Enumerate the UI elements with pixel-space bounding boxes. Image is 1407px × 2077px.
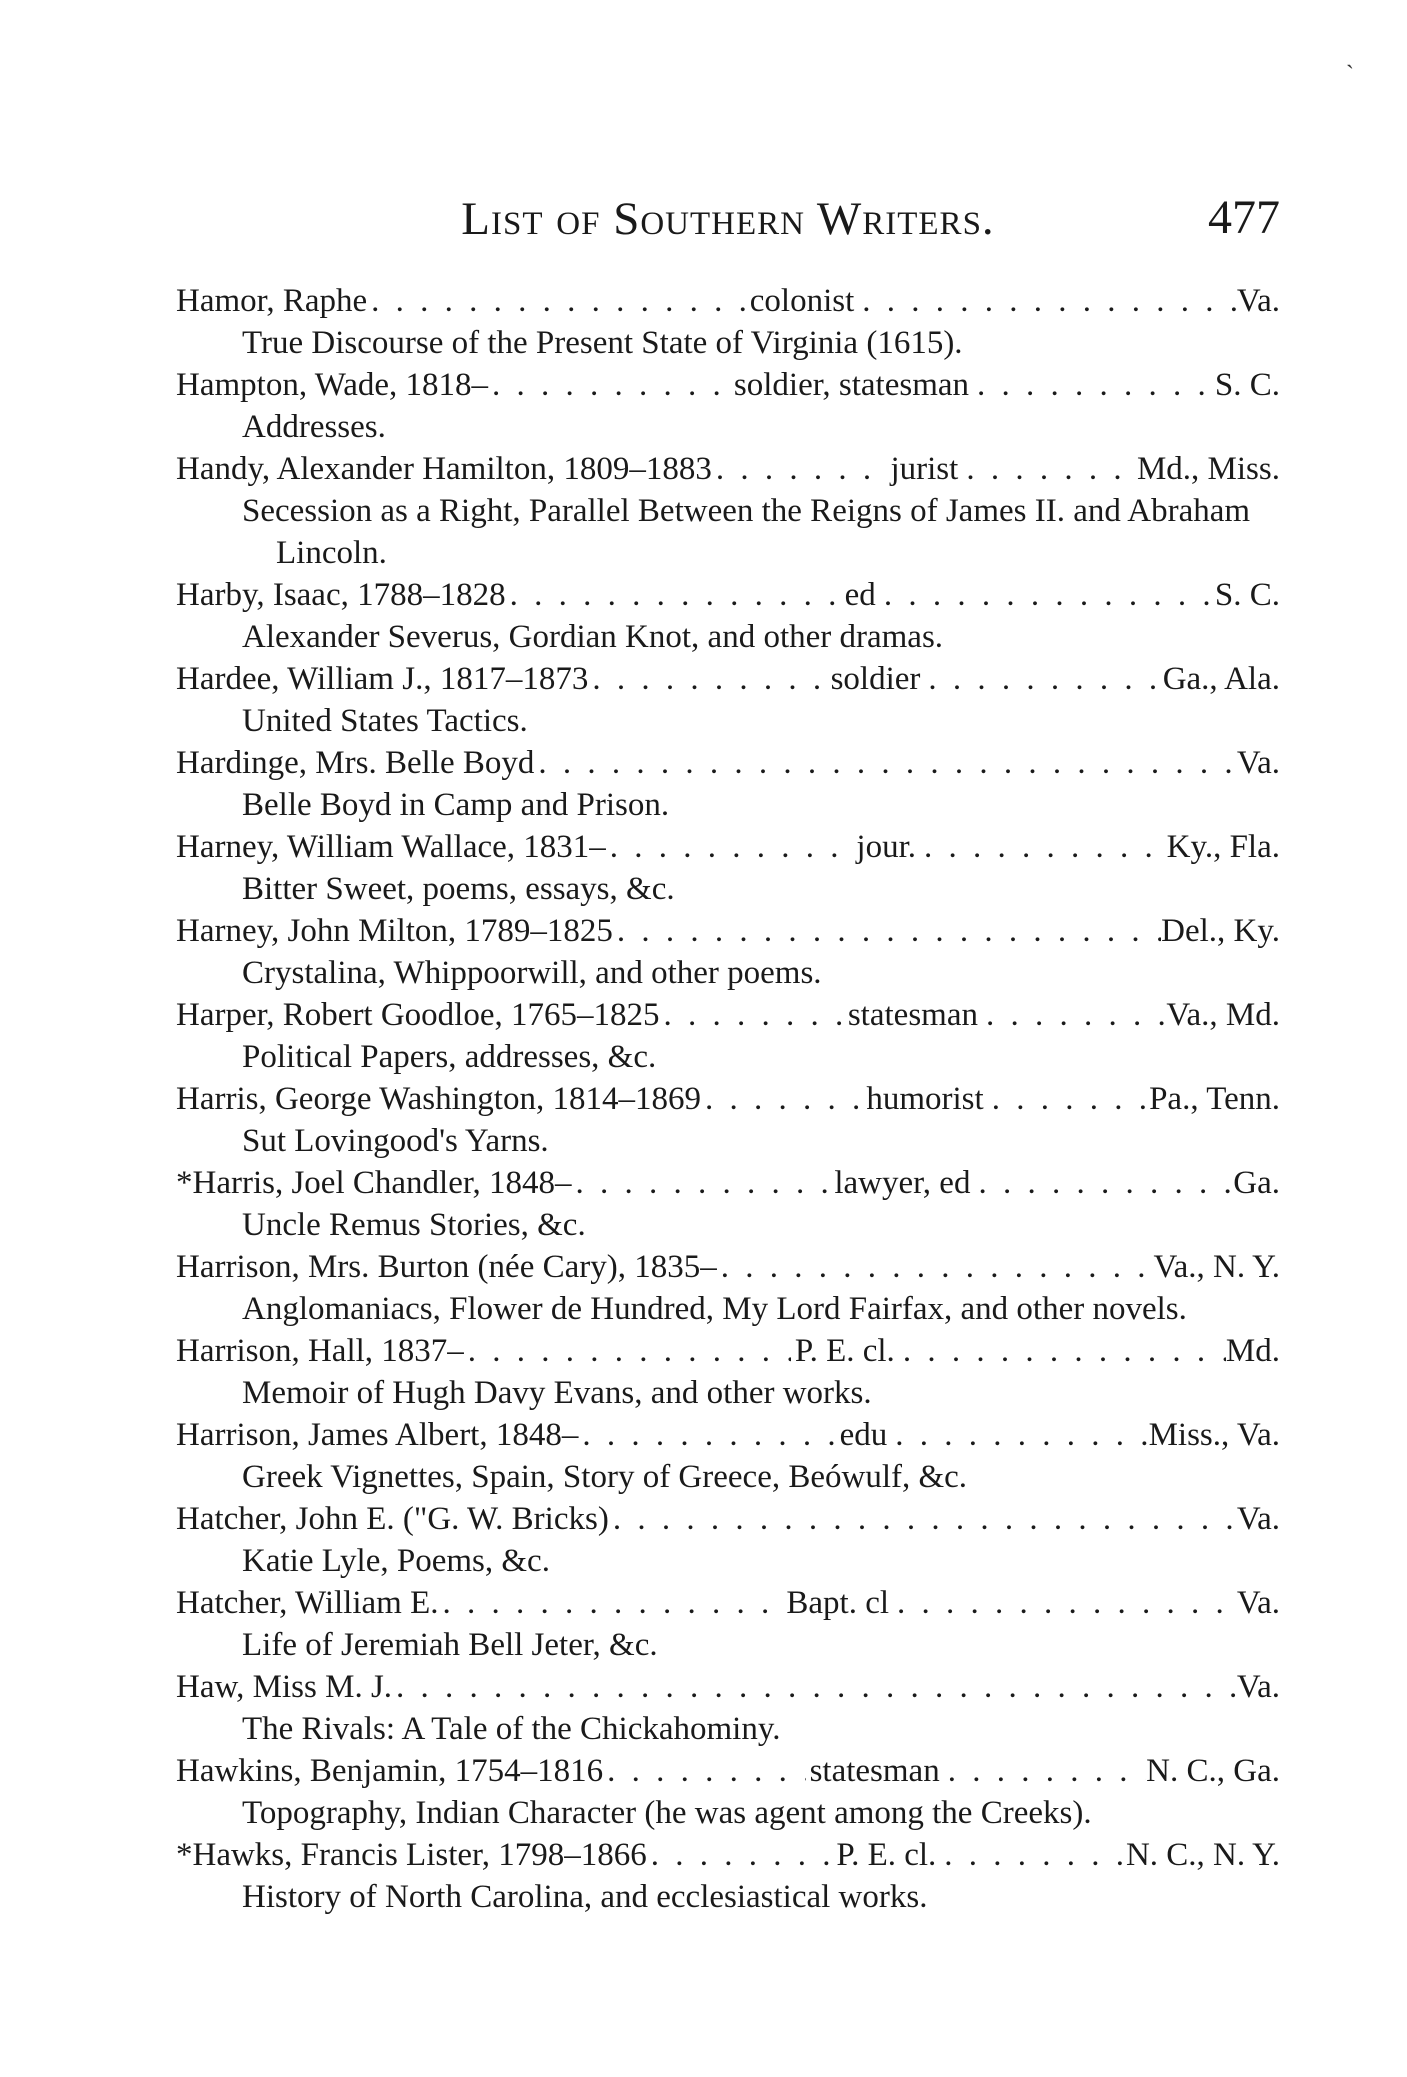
writer-works: Sut Lovingood's Yarns.	[242, 1123, 549, 1159]
leader-dots	[647, 1834, 833, 1876]
writer-place: Miss., Va.	[1148, 1417, 1280, 1453]
writer-entry	[176, 1162, 1280, 1246]
writer-entry	[176, 1834, 1280, 1918]
leader-dots	[973, 364, 1215, 406]
writer-place: Md., Miss.	[1136, 451, 1280, 487]
leader-dots	[982, 994, 1166, 1036]
writer-entry	[176, 826, 1280, 910]
leader-dots	[603, 1750, 805, 1792]
writer-name: Hawkins, Benjamin, 1754–1816	[176, 1753, 604, 1789]
writer-name: Harper, Robert Goodloe, 1765–1825	[176, 997, 660, 1033]
writer-works: Topography, Indian Character (he was agent among the Creeks).	[242, 1795, 1092, 1831]
writer-occupation: statesman	[847, 997, 978, 1033]
leader-dots	[974, 1162, 1233, 1204]
leader-dots	[660, 994, 844, 1036]
writer-name: Hampton, Wade, 1818–	[176, 367, 489, 403]
writer-name: Hamor, Raphe	[176, 283, 368, 319]
writer-name: Hardee, William J., 1817–1873	[176, 661, 589, 697]
writer-place: Del., Ky.	[1161, 913, 1280, 949]
writer-place: S. C.	[1214, 577, 1280, 613]
leader-dots	[924, 658, 1162, 700]
writer-place: Va.	[1236, 1585, 1280, 1621]
leader-dots	[392, 1666, 1237, 1708]
writers-list	[176, 280, 1280, 1918]
writer-works: Greek Vignettes, Spain, Story of Greece, Beówulf, &c.	[242, 1459, 968, 1495]
leader-dots	[613, 910, 1161, 952]
writer-entry	[176, 1750, 1280, 1834]
leader-dots	[488, 364, 730, 406]
writer-works: Anglomaniacs, Flower de Hundred, My Lord Fairfax, and other novels.	[242, 1291, 1187, 1327]
leader-dots	[858, 280, 1237, 322]
page-number: 477	[1208, 191, 1280, 244]
writer-occupation: jurist	[890, 451, 959, 487]
writer-name: Hatcher, John E. ("G. W. Bricks)	[176, 1501, 609, 1537]
writer-occupation: soldier, statesman	[733, 367, 970, 403]
writer-place: Ga.	[1233, 1165, 1280, 1201]
writer-occupation: lawyer, ed	[834, 1165, 971, 1201]
writer-occupation: edu	[839, 1417, 888, 1453]
page-header	[176, 192, 1280, 252]
leader-dots	[534, 742, 1237, 784]
writer-name: Harrison, Mrs. Burton (née Cary), 1835–	[176, 1249, 717, 1285]
leader-dots	[717, 1246, 1154, 1288]
leader-dots	[588, 658, 826, 700]
writer-entry	[176, 574, 1280, 658]
writer-entry	[176, 364, 1280, 448]
corner-mark: `	[1346, 62, 1354, 88]
writer-place: N. C., Ga.	[1146, 1753, 1280, 1789]
writer-works: Alexander Severus, Gordian Knot, and other dramas.	[242, 619, 944, 655]
writer-works: Secession as a Right, Parallel Between the Reigns of James II. and Abraham Lincoln.	[242, 493, 1251, 571]
writer-entry	[176, 1246, 1280, 1330]
writer-place: Ga., Ala.	[1162, 661, 1280, 697]
writer-name: Haw, Miss M. J.	[176, 1669, 393, 1705]
writer-works: United States Tactics.	[242, 703, 528, 739]
leader-dots	[899, 1330, 1226, 1372]
leader-dots	[578, 1414, 835, 1456]
writer-entry	[176, 1078, 1280, 1162]
leader-dots	[962, 448, 1137, 490]
writer-entry	[176, 280, 1280, 364]
writer-occupation: soldier	[830, 661, 921, 697]
leader-dots	[464, 1330, 791, 1372]
writer-works: History of North Carolina, and ecclesiastical works.	[242, 1879, 928, 1915]
writer-occupation: ed	[844, 577, 876, 613]
writer-place: Pa., Tenn.	[1149, 1081, 1280, 1117]
writer-occupation: Bapt. cl	[786, 1585, 890, 1621]
writer-works: Addresses.	[242, 409, 386, 445]
writer-name: *Hawks, Francis Lister, 1798–1866	[176, 1837, 647, 1873]
writer-place: Va.	[1236, 745, 1280, 781]
page-title: List of Southern Writers.	[461, 193, 995, 245]
writer-name: Hardinge, Mrs. Belle Boyd	[176, 745, 535, 781]
leader-dots	[940, 1834, 1126, 1876]
writer-name: Harrison, Hall, 1837–	[176, 1333, 464, 1369]
writer-name: Harney, William Wallace, 1831–	[176, 829, 606, 865]
writer-entry	[176, 910, 1280, 994]
writer-occupation: P. E. cl.	[836, 1837, 937, 1873]
writer-entry	[176, 994, 1280, 1078]
writer-entry	[176, 742, 1280, 826]
writer-place: Ky., Fla.	[1166, 829, 1280, 865]
leader-dots	[367, 280, 746, 322]
writer-works: Katie Lyle, Poems, &c.	[242, 1543, 550, 1579]
writer-place: S. C.	[1214, 367, 1280, 403]
leader-dots	[893, 1582, 1237, 1624]
writer-place: Va., Md.	[1166, 997, 1280, 1033]
leader-dots	[606, 826, 853, 868]
writer-works: Memoir of Hugh Davy Evans, and other works.	[242, 1375, 872, 1411]
leader-dots	[572, 1162, 831, 1204]
leader-dots	[880, 574, 1215, 616]
leader-dots	[944, 1750, 1146, 1792]
leader-dots	[920, 826, 1167, 868]
writer-works: True Discourse of the Present State of Virginia (1615).	[242, 325, 963, 361]
writer-occupation: P. E. cl.	[794, 1333, 895, 1369]
writer-name: Harby, Isaac, 1788–1828	[176, 577, 506, 613]
leader-dots	[439, 1582, 783, 1624]
writer-place: Md.	[1225, 1333, 1280, 1369]
writer-place: Va.	[1236, 1501, 1280, 1537]
leader-dots	[701, 1078, 862, 1120]
writer-place: Va.	[1236, 283, 1280, 319]
writer-name: Harrison, James Albert, 1848–	[176, 1417, 579, 1453]
writer-entry	[176, 1582, 1280, 1666]
writer-entry	[176, 448, 1280, 574]
writer-works: Crystalina, Whippoorwill, and other poems.	[242, 955, 822, 991]
leader-dots	[988, 1078, 1149, 1120]
writer-works: Belle Boyd in Camp and Prison.	[242, 787, 670, 823]
writer-entry	[176, 1666, 1280, 1750]
writer-works: Life of Jeremiah Bell Jeter, &c.	[242, 1627, 658, 1663]
writer-name: Handy, Alexander Hamilton, 1809–1883	[176, 451, 712, 487]
writer-place: Va., N. Y.	[1153, 1249, 1280, 1285]
writer-name: Harris, George Washington, 1814–1869	[176, 1081, 701, 1117]
writer-name: *Harris, Joel Chandler, 1848–	[176, 1165, 572, 1201]
writer-name: Hatcher, William E.	[176, 1585, 439, 1621]
writer-works: Bitter Sweet, poems, essays, &c.	[242, 871, 675, 907]
writer-name: Harney, John Milton, 1789–1825	[176, 913, 613, 949]
writer-place: Va.	[1236, 1669, 1280, 1705]
writer-occupation: statesman	[809, 1753, 940, 1789]
writer-entry	[176, 1330, 1280, 1414]
writer-entry	[176, 1414, 1280, 1498]
leader-dots	[712, 448, 887, 490]
leader-dots	[506, 574, 841, 616]
writer-occupation: jour.	[856, 829, 916, 865]
writer-works: Political Papers, addresses, &c.	[242, 1039, 657, 1075]
writer-entry	[176, 1498, 1280, 1582]
writer-occupation: colonist	[749, 283, 855, 319]
writer-occupation: humorist	[866, 1081, 984, 1117]
leader-dots	[891, 1414, 1148, 1456]
writer-works: Uncle Remus Stories, &c.	[242, 1207, 586, 1243]
writer-works: The Rivals: A Tale of the Chickahominy.	[242, 1711, 781, 1747]
writer-place: N. C., N. Y.	[1125, 1837, 1280, 1873]
leader-dots	[609, 1498, 1237, 1540]
writer-entry	[176, 658, 1280, 742]
